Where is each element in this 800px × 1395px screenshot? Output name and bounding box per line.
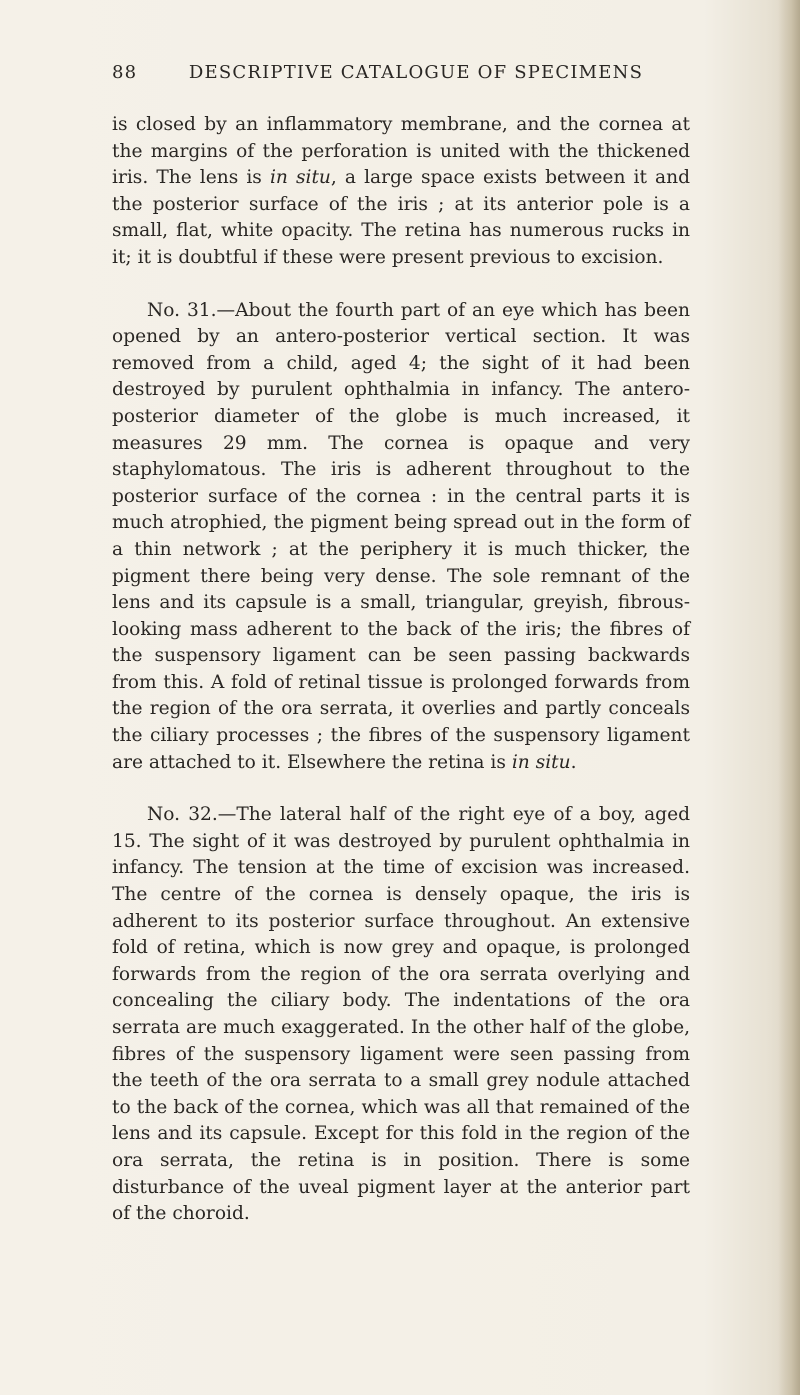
paragraph-no-32: No. 32.—The lateral half of the right eye of a boy, aged 15. The sight of it was destroyed by purulent ophthalmia in infancy. The tension at the time of excision was increased. The centre of the cornea is densely opaque, the iris is adherent to its posterior surface throughout. An extensive fold of retina, which is now grey and opaque, is prolonged forwards from the region of the ora serrata overlying and concealing the ciliary body. The indentations of the ora serrata are much exaggerated. In the other half of the globe, fibres of the suspensory ligament were seen passing from the teeth of the ora serrata to a small grey nodule attached to the back of the cornea, which was all that remained of the lens and its capsule. Except for this fold in the region of the ora serrata, the retina is in position. There is some disturbance of the uveal pigment layer at the anterior part of the choroid. [112,804,690,1225]
page-number: 88 [112,62,138,83]
italic-phrase: in situ [269,167,331,189]
body-text [112,112,690,1228]
page-header [112,62,690,88]
paragraph-continuation: is closed by an inflammatory membrane, and the cornea at the margins of the perforation is united with the thickened iris. The lens is in situ, a large space exists between it and the posterior surface of the iris ; at its anterior pole is a small, flat, white opacity. The retina has numerous rucks in it; it is doubtful if these were present previous to excision. [112,114,690,268]
running-title: DESCRIPTIVE CATALOGUE OF SPECIMENS [188,62,644,83]
page-edge-shadow [778,0,800,1395]
paragraph-no-31: No. 31.—About the fourth part of an eye which has been opened by an antero-posterior vertical section. It was removed from a child, aged 4; the sight of it had been destroyed by purulent ophthalmia in infancy. The antero-posterior diameter of the globe is much increased, it measures 29 mm. The cornea is opaque and very staphylomatous. The iris is adherent throughout to the posterior surface of the cornea : in the central parts it is much atrophied, the pigment being spread out in the form of a thin network ; at the periphery it is much thicker, the pigment there being very dense. The sole remnant of the lens and its capsule is a small, triangular, greyish, fibrous-looking mass adherent to the back of the iris; the fibres of the suspensory ligament can be seen passing backwards from this. A fold of retinal tissue is prolonged forwards from the region of the ora serrata, it overlies and partly conceals the ciliary processes ; the fibres of the suspensory ligament are attached to it. Elsewhere the retina is in situ. [112,299,690,773]
italic-phrase: in situ [511,751,571,773]
